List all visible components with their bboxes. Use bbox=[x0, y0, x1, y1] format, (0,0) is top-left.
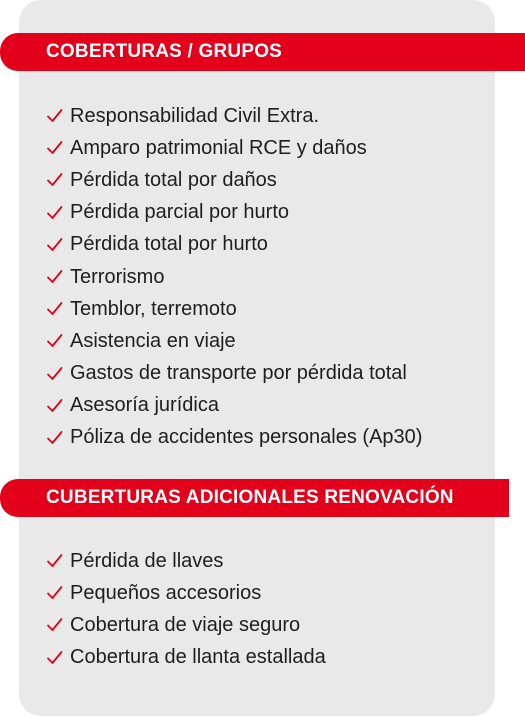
list-item bbox=[46, 390, 422, 422]
list-item-label: Póliza de accidentes personales (Ap30) bbox=[70, 426, 423, 449]
check-icon bbox=[46, 650, 64, 666]
check-icon bbox=[46, 617, 64, 633]
list-item-label: Pérdida total por daños bbox=[70, 168, 277, 191]
check-icon bbox=[46, 237, 64, 253]
list-item bbox=[46, 577, 326, 609]
list-item bbox=[46, 358, 422, 390]
section-header-coberturas: COBERTURAS / GRUPOS bbox=[0, 33, 525, 71]
list-item bbox=[46, 100, 422, 132]
check-icon bbox=[46, 172, 64, 188]
list-item bbox=[46, 422, 422, 454]
list-item-label: Pequeños accesorios bbox=[70, 581, 262, 604]
list-item bbox=[46, 261, 422, 293]
list-item bbox=[46, 132, 422, 164]
list-item bbox=[46, 325, 422, 357]
list-item bbox=[46, 197, 422, 229]
coverage-list bbox=[46, 100, 422, 454]
list-item-label: Pérdida total por hurto bbox=[70, 233, 268, 256]
check-icon bbox=[46, 553, 64, 569]
check-icon bbox=[46, 398, 64, 414]
list-item-label: Temblor, terremoto bbox=[70, 297, 237, 320]
check-icon bbox=[46, 585, 64, 601]
list-item bbox=[46, 642, 326, 674]
list-item-label: Amparo patrimonial RCE y daños bbox=[70, 136, 367, 159]
list-item-label: Gastos de transporte por pérdida total bbox=[70, 362, 407, 385]
list-item bbox=[46, 164, 422, 196]
list-item-label: Cobertura de viaje seguro bbox=[70, 613, 301, 636]
list-item-label: Asesoría jurídica bbox=[70, 394, 219, 417]
check-icon bbox=[46, 205, 64, 221]
section-header-adicionales: CUBERTURAS ADICIONALES RENOVACIÓN bbox=[0, 479, 509, 517]
additional-coverage-list bbox=[46, 545, 326, 674]
list-item bbox=[46, 609, 326, 641]
check-icon bbox=[46, 430, 64, 446]
list-item bbox=[46, 293, 422, 325]
list-item bbox=[46, 229, 422, 261]
check-icon bbox=[46, 366, 64, 382]
list-item-label: Responsabilidad Civil Extra. bbox=[70, 104, 320, 127]
check-icon bbox=[46, 108, 64, 124]
check-icon bbox=[46, 269, 64, 285]
list-item-label: Asistencia en viaje bbox=[70, 329, 236, 352]
check-icon bbox=[46, 333, 64, 349]
list-item-label: Pérdida de llaves bbox=[70, 549, 224, 572]
check-icon bbox=[46, 301, 64, 317]
list-item bbox=[46, 545, 326, 577]
check-icon bbox=[46, 140, 64, 156]
list-item-label: Pérdida parcial por hurto bbox=[70, 201, 290, 224]
list-item-label: Terrorismo bbox=[70, 265, 165, 288]
list-item-label: Cobertura de llanta estallada bbox=[70, 646, 326, 669]
